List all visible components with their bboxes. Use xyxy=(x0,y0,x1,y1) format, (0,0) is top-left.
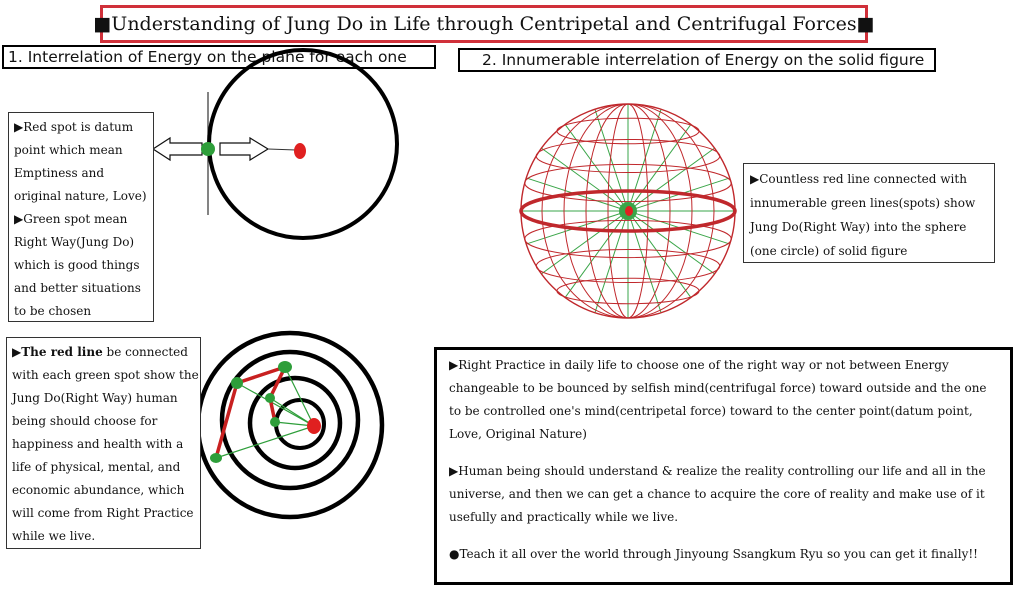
text-line: which is good things xyxy=(14,258,140,272)
green-spoke-line xyxy=(628,109,661,211)
section-heading-plane: 1. Interrelation of Energy on the plane for each one xyxy=(2,45,436,69)
text-line: Jung Do(Right Way) into the sphere xyxy=(750,220,967,234)
text-line: economic abundance, which xyxy=(12,483,185,497)
text-line: ▶Countless red line connected with xyxy=(750,172,967,186)
green-spot xyxy=(265,393,275,403)
green-spoke-line xyxy=(565,124,628,211)
teach-line: ●Teach it all over the world through Jinyoung Ssangkum Ryu so you can get it finally!! xyxy=(449,547,978,561)
text-line: with each green spot show the xyxy=(12,368,199,382)
note3-lead-rest: be connected xyxy=(102,345,188,359)
green-spot xyxy=(210,453,222,463)
green-connector-lines xyxy=(216,367,314,458)
pointer-line xyxy=(268,149,296,150)
text-line: (one circle) of solid figure xyxy=(750,244,908,258)
text-line: innumerable green lines(spots) show xyxy=(750,196,976,210)
ring-3 xyxy=(250,378,340,468)
text-line: universe, and then we can get a chance to acquire the core of reality and make use of it xyxy=(449,487,985,501)
solid-sphere-figure xyxy=(521,104,735,318)
green-spoke-line xyxy=(628,211,661,313)
note-right-practice xyxy=(434,347,1013,585)
green-spoke-line xyxy=(595,211,628,313)
arrow-left-icon xyxy=(153,138,202,160)
green-spot xyxy=(201,142,215,156)
text-line: Right Way(Jung Do) xyxy=(14,235,135,249)
arrow-right-icon xyxy=(220,138,268,160)
green-spoke-line xyxy=(628,211,691,298)
red-spot xyxy=(294,143,306,159)
text-line: ▶Red spot is datum xyxy=(14,120,134,134)
green-spot xyxy=(270,417,280,427)
note-spots-legend xyxy=(8,112,154,322)
text-line: and better situations xyxy=(14,281,141,295)
page-title: ■Understanding of Jung Do in Life through Centripetal and Centrifugal Forces■ xyxy=(100,5,868,43)
note-sphere-explanation xyxy=(743,163,995,263)
text-line: while we live. xyxy=(12,529,96,543)
green-spot xyxy=(278,361,292,373)
text-line: to be controlled one's mind(centripetal force) toward to the center point(datum point, xyxy=(449,404,973,418)
text-line: to be chosen xyxy=(14,304,92,318)
text-line: ▶Right Practice in daily life to choose one of the right way or not between Energy xyxy=(449,358,949,372)
note3-lead-bold: ▶The red line xyxy=(12,345,103,359)
text-line: ▶Human being should understand & realize the reality controlling our life and all in the xyxy=(449,464,986,478)
section-heading-solid: 2. Innumerable interrelation of Energy on the solid figure xyxy=(458,48,936,72)
red-spot xyxy=(307,418,321,434)
text-line: Jung Do(Right Way) human xyxy=(12,391,178,405)
text-line: changeable to be bounced by selfish mind(centrifugal force) toward outside and the one xyxy=(449,381,987,395)
note-red-line-explanation xyxy=(6,337,201,549)
green-spoke-line xyxy=(628,124,691,211)
text-line: point which mean xyxy=(14,143,123,157)
text-line: being should choose for xyxy=(12,414,158,428)
text-line: Love, Original Nature) xyxy=(449,427,587,441)
text-line: Emptiness and xyxy=(14,166,105,180)
text-line: happiness and health with a xyxy=(12,437,184,451)
text-line: original nature, Love) xyxy=(14,189,147,203)
plane-circle-figure xyxy=(153,50,397,238)
text-line: life of physical, mental, and xyxy=(12,460,181,474)
green-spoke-line xyxy=(595,109,628,211)
green-spoke-line xyxy=(565,211,628,298)
concentric-circles-figure xyxy=(198,333,382,517)
text-line: ▶Green spot mean xyxy=(14,212,128,226)
green-spot xyxy=(231,377,243,389)
red-spot xyxy=(625,206,633,216)
text-line: will come from Right Practice xyxy=(12,506,194,520)
text-line: usefully and practically while we live. xyxy=(449,510,679,524)
note3-lead xyxy=(12,341,195,364)
